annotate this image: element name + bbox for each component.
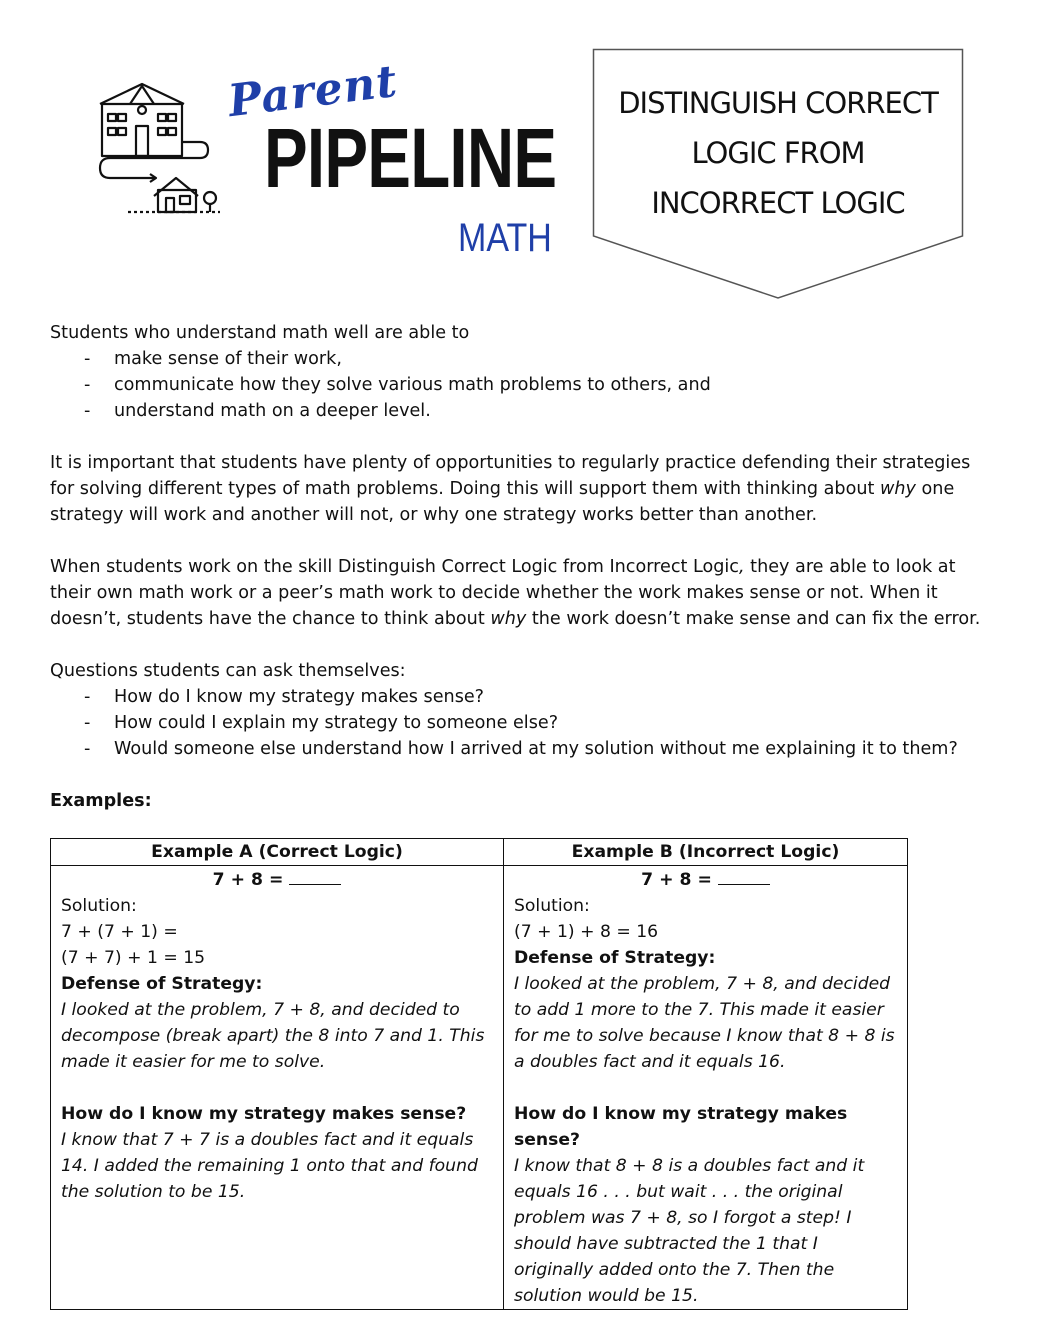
example-b-problem (514, 866, 897, 893)
skill-banner (592, 48, 964, 300)
sense-text: I know that 7 + 7 is a doubles fact and it equals 14. I added the remaining 1 onto that and found the solution to be 15. (61, 1130, 478, 1202)
solution-step: (7 + 1) + 8 = 16 (514, 922, 659, 942)
text-span: It is important that students have plenty of opportunities to regularly practice defending their strategies for solving different types of math problems. Doing this will support them with thinking about (50, 453, 971, 499)
emphasis-why: why (490, 609, 527, 629)
logo-word-math: MATH (458, 216, 552, 260)
logo-word-pipeline: PIPELINE (264, 111, 557, 205)
list-item: - Would someone else understand how I arrived at my solution without me explaining it to them? (50, 736, 995, 762)
answer-blank (289, 866, 341, 885)
paragraph-importance (50, 450, 995, 528)
questions-list (50, 684, 995, 762)
intro-list (50, 346, 995, 424)
defense-label: Defense of Strategy: (61, 974, 263, 994)
sense-label: How do I know my strategy makes sense? (61, 1104, 467, 1124)
defense-text: I looked at the problem, 7 + 8, and decided to add 1 more to the 7. This made it easier for me to solve because I know that 8 + 8 is a doubles fact and it equals 16. (514, 974, 895, 1072)
list-item: - How could I explain my strategy to someone else? (50, 710, 995, 736)
text-span: one strategy will work and another will not, or why one strategy works better than another. (50, 479, 955, 525)
problem-text: 7 + 8 = (212, 870, 290, 890)
defense-label: Defense of Strategy: (514, 948, 716, 968)
intro-lead: Students who understand math well are able to (50, 323, 470, 343)
table-row (51, 866, 908, 1310)
solution-label: Solution: (61, 896, 137, 916)
document-body (50, 320, 995, 814)
emphasis-why: why (880, 479, 916, 499)
text-span: the work doesn’t make sense and can fix the error. (526, 609, 981, 629)
examples-heading: Examples: (50, 791, 152, 811)
questions-lead: Questions students can ask themselves: (50, 661, 406, 681)
text-span: When students work on the skill Distinguish Correct Logic from Incorrect Logic (50, 557, 739, 577)
solution-step: (7 + 7) + 1 = 15 (61, 948, 206, 968)
sense-text: I know that 8 + 8 is a doubles fact and it equals 16 . . . but wait . . . the original problem was 7 + 8, so I forgot a step! I should have subtracted the 1 that I originally added onto the 7. Then the solution would be 15. (514, 1156, 865, 1306)
table-header-row (51, 839, 908, 866)
defense-text: I looked at the problem, 7 + 8, and decided to decompose (break apart) the 8 into 7 and 1. This made it easier for me to solve. (61, 1000, 485, 1072)
list-item: - communicate how they solve various math problems to others, and (50, 372, 995, 398)
sense-label: How do I know my strategy makes sense? (514, 1104, 848, 1150)
example-a-cell (51, 866, 504, 1310)
solution-step: 7 + (7 + 1) = (61, 922, 178, 942)
problem-text: 7 + 8 = (641, 870, 718, 890)
list-item: - make sense of their work, (50, 346, 995, 372)
emphasis-comma: , (738, 557, 745, 577)
examples-table (50, 838, 908, 1310)
parent-pipeline-logo (96, 55, 566, 268)
list-item: - How do I know my strategy makes sense? (50, 684, 995, 710)
answer-blank (718, 866, 770, 885)
logo-word-parent: Parent (225, 55, 401, 128)
paragraph-skill (50, 554, 995, 632)
houses-pipeline-icon (96, 78, 226, 228)
example-a-problem (61, 866, 493, 893)
banner-title: DISTINGUISH CORRECT LOGIC FROM INCORRECT LOGIC (618, 86, 938, 220)
text-span: they are able to look at their own math work or a peer’s math work to decide whether the work makes sense or not. When it doesn’t, students have the chance to think about (50, 557, 956, 629)
solution-label: Solution: (514, 896, 590, 916)
example-b-cell (504, 866, 908, 1310)
list-item: - understand math on a deeper level. (50, 398, 995, 424)
example-a-header: Example A (Correct Logic) (51, 839, 504, 866)
example-b-header: Example B (Incorrect Logic) (504, 839, 908, 866)
